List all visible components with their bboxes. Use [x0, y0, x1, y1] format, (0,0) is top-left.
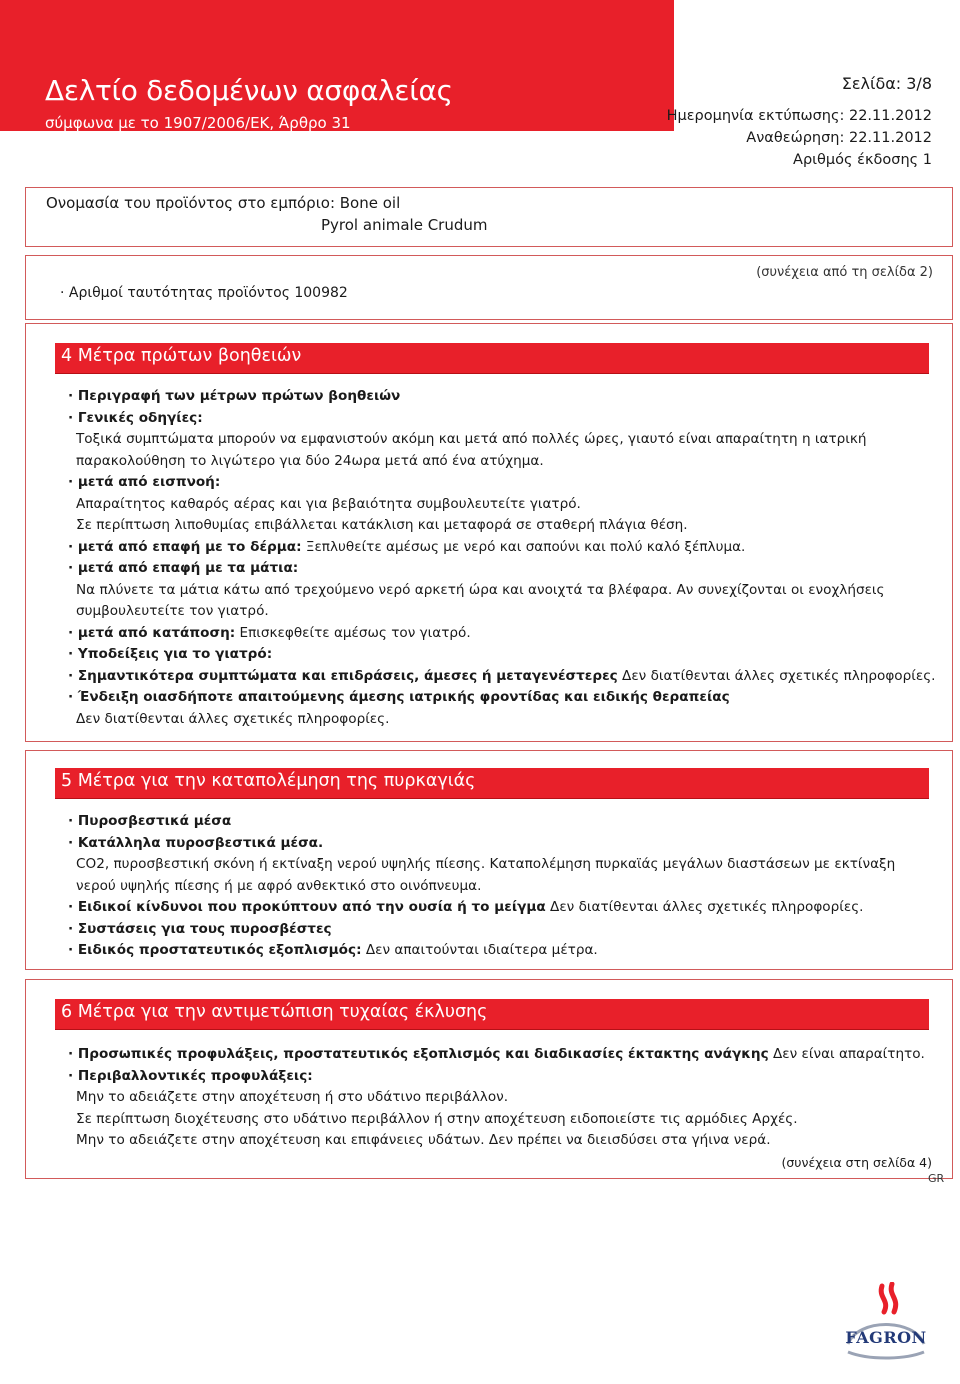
content-line — [68, 833, 943, 855]
content-label: · Υποδείξεις για το γιατρό: — [68, 646, 273, 662]
section-6-title: 6 Μέτρα για την αντιμετώπιση τυχαίας έκλυσης — [61, 1002, 488, 1022]
section-4-heading — [55, 343, 929, 374]
content-label: · Ειδικοί κίνδυνοι που προκύπτουν από την ουσία ή το μείγμα — [68, 899, 546, 915]
content-label: · Ένδειξη οιασδήποτε απαιτούμενης άμεσης ιατρικής φροντίδας και ειδικής θεραπείας — [68, 689, 730, 705]
continued-from: (συνέχεια από τη σελίδα 2) — [756, 265, 933, 280]
content-text: Δεν είναι απαραίτητο. — [768, 1046, 925, 1062]
content-line — [68, 1066, 943, 1088]
page-number: Σελίδα: 3/8 — [841, 74, 932, 93]
content-line — [68, 709, 943, 731]
content-line — [68, 494, 943, 516]
section-6-content — [68, 1044, 943, 1152]
section-4 — [25, 323, 953, 742]
section-5-title: 5 Μέτρα για την καταπολέμηση της πυρκαγιάς — [61, 771, 476, 791]
print-date: Ημερομηνία εκτύπωσης: 22.11.2012 — [666, 108, 932, 124]
content-line — [68, 537, 943, 559]
content-line — [68, 644, 943, 666]
content-line — [68, 1044, 943, 1066]
content-text: Τοξικά συμπτώματα μπορούν να εμφανιστούν ακόμη και μετά από πολλές ώρες, γιαυτό είναι απαραίτητη η ιατρική — [76, 431, 867, 447]
content-label: · Περιγραφή των μέτρων πρώτων βοηθειών — [68, 388, 401, 404]
content-label: · Συστάσεις για τους πυροσβέστες — [68, 920, 332, 937]
content-label: · μετά από κατάποση: — [68, 624, 236, 641]
content-text: Σε περίπτωση διοχέτευσης στο υδάτινο περιβάλλον ή στην αποχέτευση ειδοποιείστε τις αρμόδιες Αρχές. — [76, 1110, 798, 1127]
content-text: συμβουλευτείτε τον γιατρό. — [76, 603, 269, 619]
content-text: παρακολούθηση το λιγώτερο για δύο 24ωρα μετά από ένα ατύχημα. — [76, 452, 544, 469]
section-4-title: 4 Μέτρα πρώτων βοηθειών — [61, 346, 302, 366]
content-line — [68, 811, 943, 833]
content-line — [68, 687, 943, 709]
content-text: Απαραίτητος καθαρός αέρας και για βεβαιότητα συμβουλευτείτε γιατρό. — [76, 495, 581, 512]
product-id: · Αριθμοί ταυτότητας προϊόντος 100982 — [60, 285, 348, 301]
content-label: · Γενικές οδηγίες: — [68, 409, 203, 426]
content-line — [68, 666, 943, 688]
header-banner — [0, 0, 674, 131]
content-line — [68, 876, 943, 898]
content-label: · Κατάλληλα πυροσβεστικά μέσα. — [68, 834, 324, 851]
product-name: Ονομασία του προϊόντος στο εμπόριο: Bone oil — [46, 194, 401, 212]
content-label: · μετά από εισπνοή: — [68, 474, 221, 490]
content-text: Δεν απαιτούνται ιδιαίτερα μέτρα. — [361, 942, 598, 958]
content-label: · μετά από επαφή με τα μάτια: — [68, 560, 299, 576]
content-text: CO2, πυροσβεστική σκόνη ή εκτίναξη νερού υψηλής πίεσης. Καταπολέμηση πυρκαϊάς μεγάλων διαστάσεων με εκτίναξη — [76, 856, 896, 872]
document-title: Δελτίο δεδομένων ασφαλείας — [45, 74, 453, 107]
content-line — [68, 897, 943, 919]
product-id-box — [25, 255, 953, 320]
content-text: νερού υψηλής πίεσης ή με αφρό ανθεκτικό στο οινόπνευμα. — [76, 877, 482, 894]
product-name-line2: Pyrol animale Crudum — [321, 216, 488, 234]
content-line — [68, 1109, 943, 1131]
content-line — [68, 601, 943, 623]
content-line — [68, 558, 943, 580]
content-line — [68, 472, 943, 494]
content-label: · Πυροσβεστικά μέσα — [68, 813, 232, 829]
content-line — [68, 580, 943, 602]
content-line — [68, 1087, 943, 1109]
section-5 — [25, 750, 953, 970]
content-text: Δεν διατίθενται άλλες σχετικές πληροφορίες. — [617, 667, 936, 684]
content-line — [68, 515, 943, 537]
content-text: Σε περίπτωση λιποθυμίας επιβάλλεται κατάκλιση και μεταφορά σε σταθερή πλάγια θέση. — [76, 517, 688, 533]
content-line — [68, 386, 943, 408]
section-5-content — [68, 811, 943, 962]
content-text: Μην το αδειάζετε στην αποχέτευση και επιφάνειες υδάτων. Δεν πρέπει να διεισδύσει στα γήινα νερά. — [76, 1132, 771, 1148]
continued-to: (συνέχεια στη σελίδα 4) — [781, 1155, 932, 1170]
section-5-heading — [55, 768, 929, 799]
product-name-box — [25, 187, 953, 247]
content-line — [68, 408, 943, 430]
logo-wordmark: FAGRON — [845, 1328, 927, 1347]
revision-date: Αναθεώρηση: 22.11.2012 — [746, 130, 932, 146]
content-label: · Ειδικός προστατευτικός εξοπλισμός: — [68, 942, 362, 958]
country-code: GR — [928, 1172, 945, 1185]
content-text: Να πλύνετε τα μάτια κάτω από τρεχούμενο νερό αρκετή ώρα και ανοιχτά τα βλέφαρα. Αν συνεχίζονται οι ενοχλήσεις — [76, 581, 885, 598]
fagron-logo-icon — [838, 1282, 934, 1362]
content-line — [68, 429, 943, 451]
content-label: · Σημαντικότερα συμπτώματα και επιδράσεις, άμεσες ή μεταγενέστερες — [68, 667, 618, 684]
content-text: Μην το αδειάζετε στην αποχέτευση ή στο υδάτινο περιβάλλον. — [76, 1089, 509, 1105]
content-label: · μετά από επαφή με το δέρμα: — [68, 538, 302, 555]
section-6-heading — [55, 999, 929, 1030]
content-label: · Περιβαλλοντικές προφυλάξεις: — [68, 1067, 313, 1084]
content-line — [68, 451, 943, 473]
content-line — [68, 1130, 943, 1152]
section-6 — [25, 979, 953, 1179]
content-text: Δεν διατίθενται άλλες σχετικές πληροφορίες. — [76, 710, 390, 727]
version-number: Αριθμός έκδοσης 1 — [793, 152, 932, 168]
content-text: Δεν διατίθενται άλλες σχετικές πληροφορίες. — [545, 899, 864, 915]
section-4-content — [68, 386, 943, 730]
content-line — [68, 919, 943, 941]
content-line — [68, 854, 943, 876]
content-line — [68, 940, 943, 962]
content-text: Ξεπλυθείτε αμέσως με νερό και σαπούνι και πολύ καλό ξέπλυμα. — [301, 538, 746, 555]
content-line — [68, 623, 943, 645]
content-text: Επισκεφθείτε αμέσως τον γιατρό. — [235, 624, 471, 641]
content-label: · Προσωπικές προφυλάξεις, προστατευτικός εξοπλισμός και διαδικασίες έκτακτης ανάγκης — [68, 1046, 769, 1062]
fagron-logo — [838, 1282, 934, 1362]
document-subtitle: σύμφωνα με το 1907/2006/ΕΚ, Άρθρο 31 — [45, 114, 351, 132]
